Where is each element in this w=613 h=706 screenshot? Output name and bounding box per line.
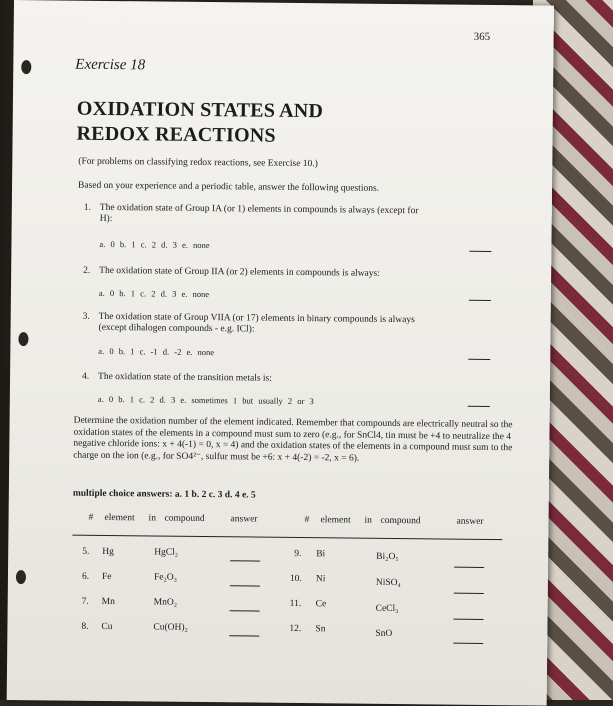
- header-in: in: [364, 515, 373, 526]
- question-number: 1.: [83, 202, 92, 213]
- table-rule: [72, 535, 502, 541]
- answer-blank[interactable]: [468, 406, 490, 407]
- row-compound: Bi₂O₅: [376, 551, 399, 563]
- header-num: #: [88, 512, 94, 523]
- question-choices: a. 0 b. 1 c. 2 d. 3 e. sometimes 1 but usually 2 or 3: [97, 393, 314, 407]
- row-num: 8.: [81, 621, 89, 632]
- row-num: 9.: [294, 548, 302, 560]
- header-compound: compound: [380, 515, 421, 527]
- header-answer: answer: [230, 514, 258, 525]
- page-number: 365: [473, 30, 491, 43]
- punch-hole: [18, 332, 28, 346]
- answer-blank[interactable]: [230, 560, 260, 561]
- row-compound: MnO₂: [153, 597, 178, 608]
- row-compound: SnO: [375, 628, 393, 639]
- header-num: #: [304, 515, 310, 526]
- row-compound: Fe₂O₃: [153, 572, 178, 583]
- question-number: 3.: [82, 311, 90, 322]
- row-num: 10.: [289, 573, 302, 585]
- answer-blank[interactable]: [230, 585, 260, 586]
- row-element: Bi: [316, 549, 326, 560]
- row-num: 12.: [289, 623, 302, 635]
- question-text: The oxidation state of Group IA (or 1) elements in compounds is always (except for H):: [99, 202, 419, 225]
- page-title: [76, 97, 323, 150]
- row-element: Ni: [315, 574, 326, 585]
- multiple-choice-answers: multiple choice answers: a. 1 b. 2 c. 3 d. 4 e. 5: [72, 488, 256, 501]
- answer-blank[interactable]: [454, 567, 484, 568]
- row-num: 6.: [81, 571, 90, 582]
- row-element: Cu: [101, 621, 113, 633]
- row-compound: NiSO₄: [375, 577, 401, 589]
- question-number: 2.: [83, 265, 91, 276]
- row-element: Mn: [101, 596, 115, 608]
- header-element: element: [104, 512, 135, 524]
- answer-blank[interactable]: [229, 635, 259, 636]
- question-choices: a. 0 b. 1 c. 2 d. 3 e. none: [98, 287, 210, 300]
- question-choices: a. 0 b. 1 c. 2 d. 3 e. none: [99, 238, 210, 251]
- answer-blank[interactable]: [453, 643, 483, 644]
- answer-blank[interactable]: [454, 619, 484, 620]
- row-num: 11.: [289, 598, 302, 610]
- question-text: The oxidation state of Group IIA (or 2) elements in compounds is always:: [99, 265, 380, 279]
- question-text: The oxidation state of Group VIIA (or 17) elements in binary compounds is always (except dihalogen compounds - e.g. ICl):: [98, 311, 415, 335]
- row-num: 5.: [82, 546, 90, 557]
- exercise-label: Exercise 18: [75, 56, 146, 74]
- header-answer: answer: [456, 516, 484, 527]
- note: (For problems on classifying redox reactions, see Exercise 10.): [78, 156, 318, 170]
- answer-blank[interactable]: [468, 359, 490, 360]
- answer-blank[interactable]: [230, 610, 260, 611]
- instruction-paragraph: Determine the oxidation number of the element indicated. Remember that compounds are electrically neutral so the oxidation states of the elements in a compound must sum to zero (e.g., for SnCl4, tin must be +4 to neutralize the 4 negative chloride ions: x + 4(-1) = 0, x = 4) and the oxidation states of the elements in a compound must sum to the charge on the ion (e.g., for SO4²⁻, sulfur must be +6: x + 4(-2) = -2, x = 6).: [73, 415, 513, 464]
- question-choices: a. 0 b. 1 c. -1 d. -2 e. none: [98, 345, 215, 358]
- worksheet-page: [7, 0, 554, 706]
- row-compound: Cu(OH)₂: [153, 622, 188, 633]
- header-compound: compound: [164, 513, 205, 525]
- answer-blank[interactable]: [454, 593, 484, 594]
- row-compound: CeCl₃: [375, 603, 399, 615]
- row-compound: HgCl₂: [154, 547, 179, 558]
- answer-blank[interactable]: [469, 251, 491, 252]
- punch-hole: [16, 570, 26, 584]
- punch-hole: [21, 60, 31, 74]
- row-element: Fe: [101, 571, 112, 583]
- question-number: 4.: [82, 371, 90, 382]
- title-line-2: REDOX REACTIONS: [76, 122, 276, 147]
- row-element: Ce: [315, 599, 327, 610]
- row-element: Sn: [315, 624, 326, 635]
- header-element: element: [320, 515, 351, 526]
- instructions: Based on your experience and a periodic table, answer the following questions.: [78, 180, 380, 194]
- title-line-1: OXIDATION STATES AND: [76, 97, 324, 123]
- row-element: Hg: [102, 546, 114, 558]
- answer-blank[interactable]: [469, 300, 491, 301]
- question-text: The oxidation state of the transition metals is:: [98, 371, 272, 384]
- row-num: 7.: [81, 596, 89, 607]
- header-in: in: [148, 513, 157, 524]
